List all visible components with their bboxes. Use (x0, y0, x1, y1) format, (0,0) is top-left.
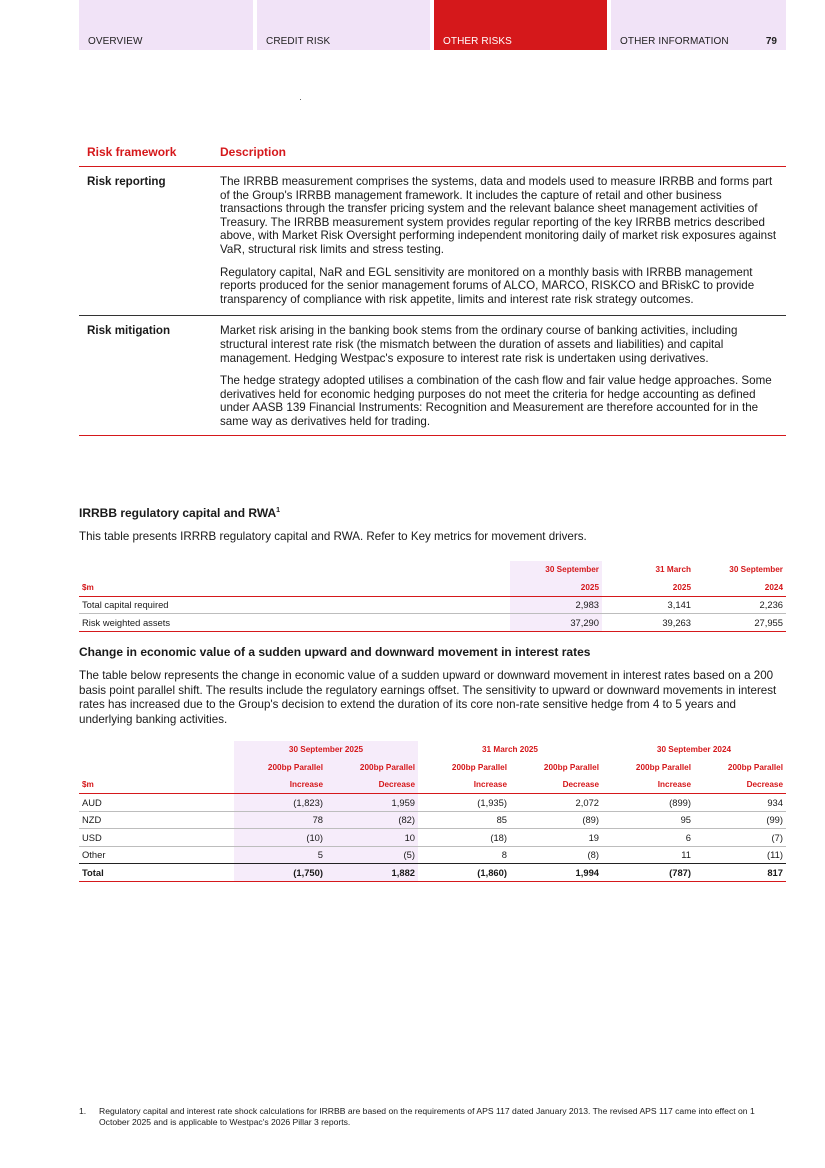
tab-other-information[interactable] (611, 0, 786, 50)
cell-value: 5 (234, 846, 326, 864)
cell-value: (82) (326, 811, 418, 829)
footnote (79, 1106, 786, 1127)
capital-section-title (79, 506, 280, 520)
cell-value: 3,141 (667, 599, 691, 611)
cell-value: 2,236 (759, 599, 783, 611)
cell-value: 1,994 (575, 866, 599, 878)
stray-dot (300, 99, 301, 100)
col-header-line1: 30 September (729, 565, 783, 575)
period-header: 30 September 2024 (656, 745, 732, 755)
sub-header-line2: Increase (473, 780, 507, 789)
cell-value: 39,263 (662, 616, 691, 628)
sub-header-line1: 200bp Parallel (451, 762, 507, 772)
row-label: NZD (82, 814, 102, 826)
period-header: 30 September 2025 (234, 741, 418, 759)
description-paragraph: Regulatory capital, NaR and EGL sensitivity are monitored on a monthly basis with IRRBB management reports produced for the senior management forums of ALCO, MARCO, RISKCO and BRiskC to provide transparency of compliance with risk appetite, limits and interest rate risk strategy outcomes. (220, 265, 755, 306)
cell-value: 817 (767, 866, 783, 878)
cell-value: 27,955 (754, 616, 783, 628)
cell-value: 6 (685, 831, 691, 843)
table-header (79, 143, 786, 167)
description-paragraph: The hedge strategy adopted utilises a combination of the cash flow and fair value hedge approaches. Some derivatives held for economic hedging purposes do not meet the criteria for hedge accounting as defined under AASB 139 Financial Instruments: Recognition and Measurement are therefore accounted for in the same way as derivatives held for trading. (220, 374, 772, 428)
cell-value: 78 (234, 811, 326, 829)
cell-value: (1,750) (234, 864, 326, 882)
title-text: IRRBB regulatory capital and RWA (79, 506, 277, 520)
table-row (79, 794, 786, 812)
row-description (220, 175, 786, 315)
cell-value: (11) (767, 849, 783, 861)
cell-value: (8) (587, 849, 599, 861)
row-label: Total capital required (82, 599, 169, 611)
total-row (79, 864, 786, 882)
col-header-line1: 31 March (655, 565, 691, 575)
cell-value: (18) (490, 831, 507, 843)
period-header: 31 March 2025 (482, 745, 538, 755)
footnote-number: 1. (79, 1106, 87, 1116)
row-label: Risk weighted assets (82, 616, 171, 628)
row-label: Other (82, 849, 106, 861)
unit-label: $m (82, 780, 94, 789)
sub-header-line1: 200bp Parallel (234, 759, 326, 777)
col-description: Description (220, 145, 287, 159)
page-number: 79 (765, 36, 777, 47)
col-header-line2: 2025 (672, 582, 691, 592)
cell-value: (89) (582, 814, 599, 826)
cell-value: 1,882 (326, 864, 418, 882)
row-description (220, 324, 786, 434)
row-label: Total (82, 866, 104, 878)
description-paragraph: The IRRBB measurement comprises the systems, data and models used to measure IRRBB and forms part of the Group's IRRBB management framework. It includes the capture of retail and other business transactions through the transfer pricing system and the relevant balance sheet management activities of Treasury. The IRRBB measurement system provides regular reporting of the key IRRBB metrics described above, with Market Risk Oversight performing independent monitoring daily of market risk exposures against VaR, structural risk limits and stress testing. (220, 175, 777, 256)
table-row (79, 596, 786, 614)
ev-table (79, 741, 786, 882)
tab-other-risks[interactable] (434, 0, 607, 50)
table-row (79, 614, 786, 632)
ev-intro: The table below represents the change in economic value of a sudden upward or downward movement in interest rates based on a 200 basis point parallel shift. The results include the regulatory earnings offset. The sensitivity to upward or downward movements in interest rates has increased due to the Group's decision to extend the duration of its core non-rate sensitive hedge from 4 to 5 years and underlying banking activities. (79, 669, 777, 726)
cell-value: 2,983 (510, 596, 602, 614)
sub-header-line1: 200bp Parallel (326, 759, 418, 777)
cell-value: 8 (501, 849, 507, 861)
sub-header-line1: 200bp Parallel (543, 762, 599, 772)
cell-value: 95 (680, 814, 691, 826)
row-label: Risk mitigation (87, 324, 171, 338)
col-risk-framework: Risk framework (87, 145, 177, 159)
risk-framework-table (79, 143, 786, 436)
tab-label: CREDIT RISK (266, 36, 331, 47)
row-label: AUD (82, 796, 102, 808)
cell-value: (1,860) (477, 866, 507, 878)
cell-value: (899) (669, 796, 691, 808)
cell-value: 934 (767, 796, 783, 808)
cell-value: 19 (588, 831, 599, 843)
tab-credit-risk[interactable] (257, 0, 430, 50)
sub-header-line2: Increase (234, 776, 326, 794)
table-row (79, 167, 786, 316)
row-label: USD (82, 831, 102, 843)
cell-value: (5) (326, 846, 418, 864)
cell-value: 11 (681, 849, 691, 861)
capital-intro: This table presents IRRRB regulatory capital and RWA. Refer to Key metrics for movement drivers. (79, 530, 587, 543)
sub-header-line2: Increase (657, 780, 691, 789)
cell-value: (99) (766, 814, 783, 826)
tab-label: OTHER RISKS (443, 36, 512, 47)
col-header-line2: 2024 (764, 582, 783, 592)
cell-value: (1,935) (477, 796, 507, 808)
sub-header-line2: Decrease (326, 776, 418, 794)
capital-table (79, 561, 786, 632)
footnote-ref: 1 (276, 507, 281, 514)
table-row (79, 846, 786, 864)
description-paragraph: Market risk arising in the banking book stems from the ordinary course of banking activities, including structural interest rate risk (the mismatch between the duration of assets and liabilities) and capital management. Hedging Westpac's exposure to interest rate risk is undertaken using derivatives. (220, 324, 738, 365)
sub-header-line2: Decrease (746, 780, 783, 789)
cell-value: 2,072 (575, 796, 599, 808)
table-row (79, 316, 786, 435)
tab-label: OTHER INFORMATION (620, 36, 729, 47)
sub-header-line2: Decrease (562, 780, 599, 789)
tab-label: OVERVIEW (88, 36, 143, 47)
table-row (79, 829, 786, 847)
cell-value: 10 (326, 829, 418, 847)
col-header-line2: 2025 (510, 579, 602, 597)
cell-value: 1,959 (326, 794, 418, 812)
cell-value: (1,823) (234, 794, 326, 812)
cell-value: 85 (496, 814, 507, 826)
sub-header-line1: 200bp Parallel (635, 762, 691, 772)
col-header-line1: 30 September (510, 561, 602, 579)
unit-label: $m (82, 582, 94, 592)
sub-header-line1: 200bp Parallel (727, 762, 783, 772)
cell-value: (7) (771, 831, 783, 843)
section-nav (79, 0, 786, 50)
table-row (79, 811, 786, 829)
cell-value: (10) (234, 829, 326, 847)
cell-value: (787) (669, 866, 691, 878)
cell-value: 37,290 (510, 614, 602, 632)
ev-section-title: Change in economic value of a sudden upward and downward movement in interest rates (79, 645, 591, 659)
row-label: Risk reporting (87, 175, 166, 188)
tab-overview[interactable] (79, 0, 253, 50)
footnote-text: Regulatory capital and interest rate shock calculations for IRRBB are based on the requirements of APS 117 dated January 2013. The revised APS 117 came into effect on 1 October 2025 and is applicable to Westpac's 2026 Pillar 3 reports. (99, 1106, 755, 1127)
